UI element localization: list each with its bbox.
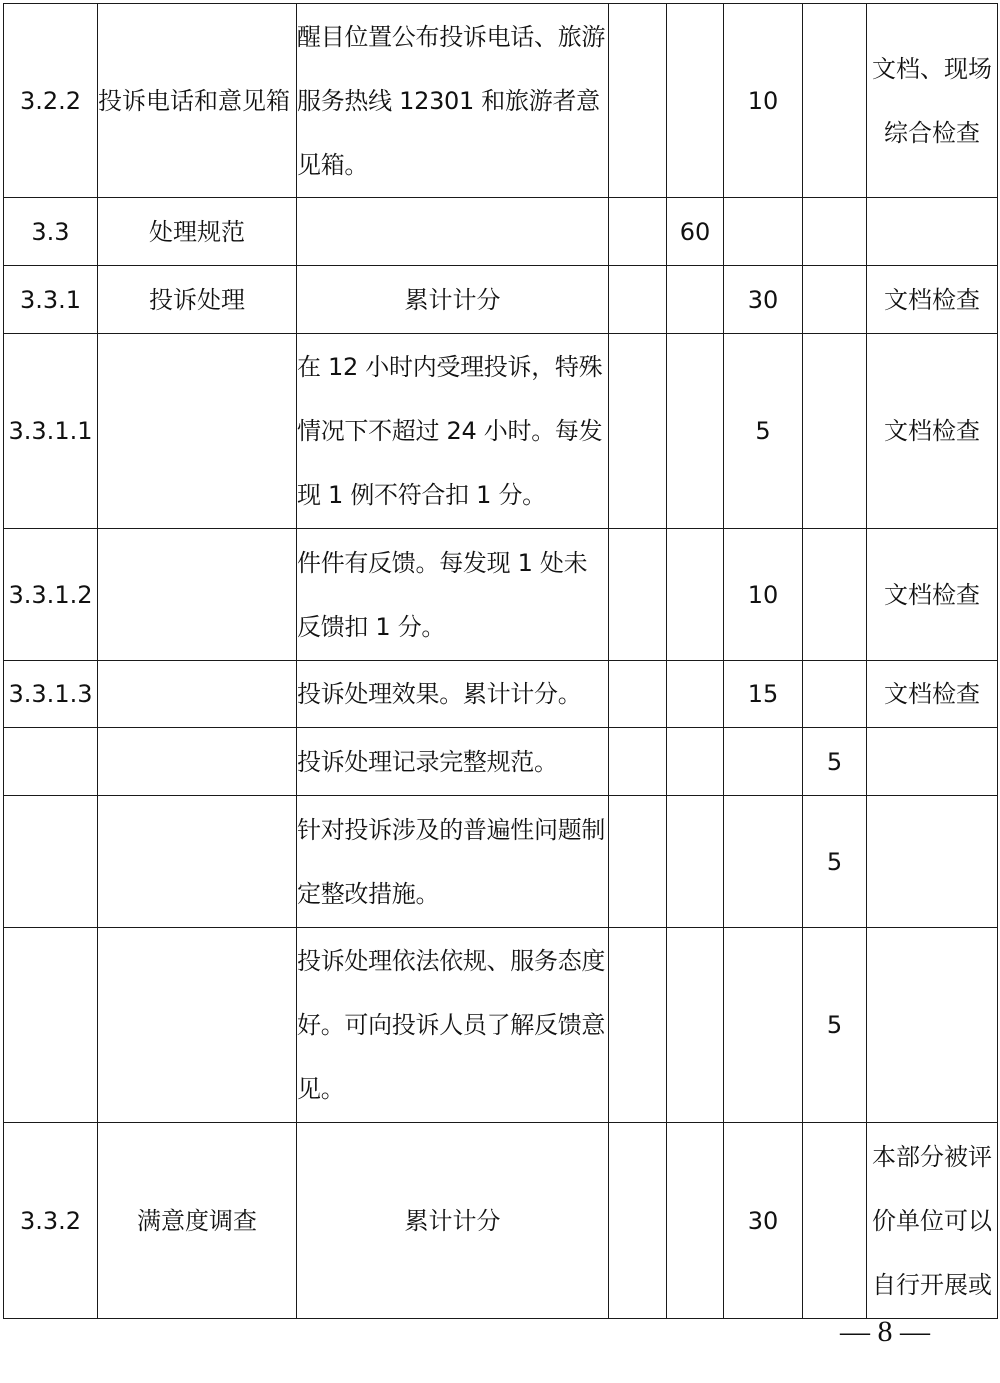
table-row [4, 1123, 998, 1319]
check-method [867, 728, 998, 796]
score-c [803, 1123, 867, 1319]
item-code: 3.3.1.1 [4, 334, 98, 529]
item-code: 3.3.1.2 [4, 529, 98, 661]
table-row [4, 198, 998, 266]
score-c [803, 4, 867, 198]
score-b [724, 796, 803, 928]
score-b: 10 [724, 4, 803, 198]
score-a [609, 1123, 667, 1319]
score-a [609, 928, 667, 1123]
check-method [867, 796, 998, 928]
item-code: 3.2.2 [4, 4, 98, 198]
score-b-blank [667, 928, 724, 1123]
table-row [4, 529, 998, 661]
score-c [803, 529, 867, 661]
page-number: — 8 — [840, 1315, 930, 1348]
item-name: 满意度调查 [98, 1123, 297, 1319]
score-b-blank [667, 728, 724, 796]
item-name [98, 334, 297, 529]
table-row [4, 4, 998, 198]
score-b: 30 [724, 266, 803, 334]
item-description: 件件有反馈。每发现 1 处未反馈扣 1 分。 [297, 529, 609, 661]
check-method: 文档检查 [867, 529, 998, 661]
item-code [4, 796, 98, 928]
item-description: 投诉处理记录完整规范。 [297, 728, 609, 796]
score-a [609, 334, 667, 529]
item-name: 处理规范 [98, 198, 297, 266]
item-description: 投诉处理效果。累计计分。 [297, 661, 609, 728]
check-method: 文档、现场综合检查 [867, 4, 998, 198]
score-b-blank [667, 796, 724, 928]
score-b-blank [667, 529, 724, 661]
item-name [98, 661, 297, 728]
item-code: 3.3.1 [4, 266, 98, 334]
table-row [4, 928, 998, 1123]
score-a: 60 [667, 198, 724, 266]
check-method [867, 928, 998, 1123]
score-b: 5 [724, 334, 803, 529]
score-a [609, 661, 667, 728]
score-a [609, 728, 667, 796]
table-row [4, 266, 998, 334]
item-description: 醒目位置公布投诉电话、旅游服务热线 12301 和旅游者意见箱。 [297, 4, 609, 198]
item-name [98, 796, 297, 928]
item-code [4, 728, 98, 796]
score-b: 30 [724, 1123, 803, 1319]
item-name [98, 529, 297, 661]
score-c [803, 661, 867, 728]
score-b: 15 [724, 661, 803, 728]
score-b-blank [667, 266, 724, 334]
score-a [609, 4, 667, 198]
score-b [724, 728, 803, 796]
item-code: 3.3.1.3 [4, 661, 98, 728]
table-row [4, 661, 998, 728]
item-name [98, 928, 297, 1123]
score-a [609, 266, 667, 334]
score-b [724, 928, 803, 1123]
item-name [98, 728, 297, 796]
check-method [867, 198, 998, 266]
check-method: 文档检查 [867, 334, 998, 529]
score-b-blank [667, 4, 724, 198]
score-b [724, 198, 803, 266]
score-a [609, 796, 667, 928]
score-c: 5 [803, 928, 867, 1123]
item-description: 累计计分 [297, 1123, 609, 1319]
score-c [803, 266, 867, 334]
score-a-blank [609, 198, 667, 266]
item-name: 投诉处理 [98, 266, 297, 334]
item-description [297, 198, 609, 266]
item-code: 3.3 [4, 198, 98, 266]
table-row [4, 728, 998, 796]
score-c: 5 [803, 796, 867, 928]
check-method: 文档检查 [867, 661, 998, 728]
score-c: 5 [803, 728, 867, 796]
score-b: 10 [724, 529, 803, 661]
item-description: 在 12 小时内受理投诉，特殊情况下不超过 24 小时。每发现 1 例不符合扣 1 分。 [297, 334, 609, 529]
score-b-blank [667, 661, 724, 728]
item-code [4, 928, 98, 1123]
table-row [4, 334, 998, 529]
item-description: 累计计分 [297, 266, 609, 334]
score-b-blank [667, 1123, 724, 1319]
item-name: 投诉电话和意见箱 [98, 4, 297, 198]
check-method: 文档检查 [867, 266, 998, 334]
score-a [609, 529, 667, 661]
item-description: 针对投诉涉及的普遍性问题制定整改措施。 [297, 796, 609, 928]
table-row [4, 796, 998, 928]
evaluation-table [3, 3, 998, 1319]
item-description: 投诉处理依法依规、服务态度好。可向投诉人员了解反馈意见。 [297, 928, 609, 1123]
check-method: 本部分被评价单位可以自行开展或 [867, 1123, 998, 1319]
score-b-blank [667, 334, 724, 529]
score-c [803, 198, 867, 266]
item-code: 3.3.2 [4, 1123, 98, 1319]
score-c [803, 334, 867, 529]
